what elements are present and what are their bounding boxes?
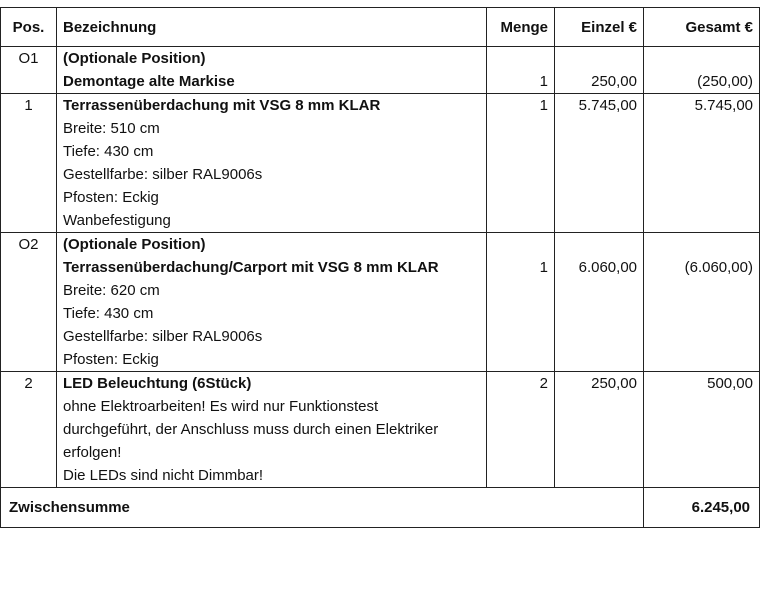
row-unit-price	[555, 47, 644, 94]
row-description	[57, 94, 487, 233]
total-price-value: (250,00)	[697, 73, 753, 90]
description-line: (Optionale Position)	[63, 236, 206, 253]
description-line: Wanbefestigung	[63, 212, 171, 229]
total-price-value: (6.060,00)	[684, 259, 753, 276]
description-line: Demontage alte Markise	[63, 73, 235, 90]
row-total-price	[644, 47, 760, 94]
header-unit-price: Einzel €	[555, 8, 644, 47]
row-pos: 2	[1, 372, 57, 488]
description-line: Terrassenüberdachung/Carport mit VSG 8 mm KLAR	[63, 259, 439, 276]
header-quantity: Menge	[487, 8, 555, 47]
description-line: Tiefe: 430 cm	[63, 143, 154, 160]
row-description	[57, 233, 487, 372]
subtotal-label: Zwischensumme	[1, 488, 644, 528]
description-line: LED Beleuchtung (6Stück)	[63, 375, 252, 392]
unit-price-value: 6.060,00	[578, 259, 637, 276]
unit-price-value: 250,00	[591, 73, 637, 90]
table-row	[1, 372, 760, 488]
row-pos: O2	[1, 233, 57, 372]
row-unit-price: 250,00	[555, 372, 644, 488]
description-line: (Optionale Position)	[63, 50, 206, 67]
quantity-value: 1	[539, 259, 548, 276]
header-total-price: Gesamt €	[644, 8, 760, 47]
table-row	[1, 233, 760, 372]
header-row	[1, 8, 760, 47]
description-line: Breite: 510 cm	[63, 120, 160, 137]
subtotal-value: 6.245,00	[644, 488, 760, 528]
row-unit-price: 5.745,00	[555, 94, 644, 233]
description-line: Tiefe: 430 cm	[63, 305, 154, 322]
row-description	[57, 47, 487, 94]
row-quantity	[487, 233, 555, 372]
description-line: Pfosten: Eckig	[63, 189, 159, 206]
quantity-value: 1	[539, 73, 548, 90]
row-pos: 1	[1, 94, 57, 233]
description-line: Pfosten: Eckig	[63, 351, 159, 368]
description-line: Die LEDs sind nicht Dimmbar!	[63, 467, 264, 484]
description-line: Terrassenüberdachung mit VSG 8 mm KLAR	[63, 97, 381, 114]
header-pos: Pos.	[1, 8, 57, 47]
quote-table	[0, 7, 760, 528]
table-row	[1, 47, 760, 94]
subtotal-row	[1, 488, 760, 528]
table-row	[1, 94, 760, 233]
row-quantity	[487, 47, 555, 94]
row-total-price	[644, 233, 760, 372]
header-description: Bezeichnung	[57, 8, 487, 47]
description-line: Gestellfarbe: silber RAL9006s	[63, 328, 263, 345]
description-line: Breite: 620 cm	[63, 282, 160, 299]
row-quantity: 1	[487, 94, 555, 233]
description-line: durchgeführt, der Anschluss muss durch einen Elektriker	[63, 421, 439, 438]
description-line: Gestellfarbe: silber RAL9006s	[63, 166, 263, 183]
row-unit-price	[555, 233, 644, 372]
description-line: erfolgen!	[63, 444, 122, 461]
row-description	[57, 372, 487, 488]
row-total-price: 500,00	[644, 372, 760, 488]
row-pos: O1	[1, 47, 57, 94]
row-quantity: 2	[487, 372, 555, 488]
description-line: ohne Elektroarbeiten! Es wird nur Funktionstest	[63, 398, 379, 415]
row-total-price: 5.745,00	[644, 94, 760, 233]
